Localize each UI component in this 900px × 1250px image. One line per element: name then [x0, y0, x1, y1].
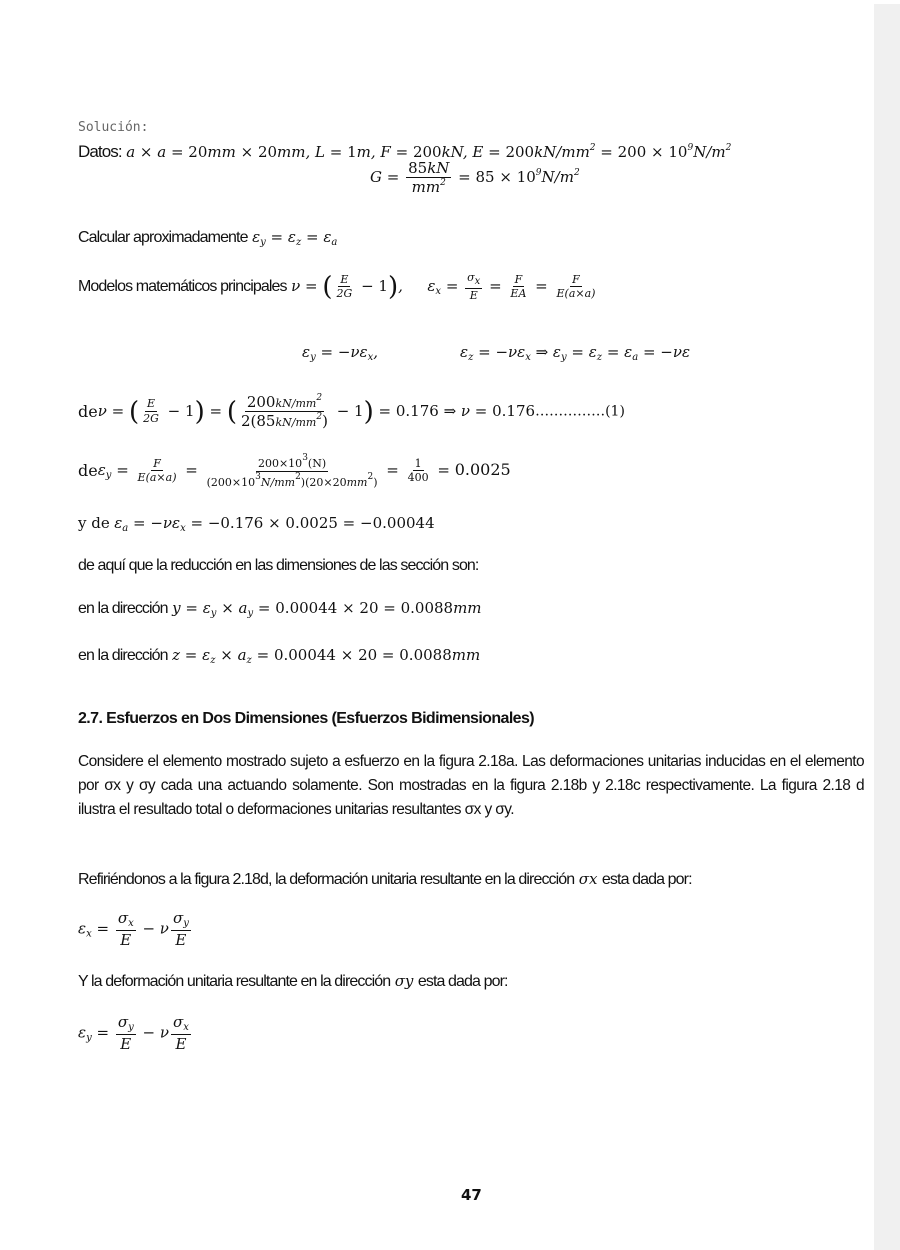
calcular-text: Calcular aproximadamente: [78, 229, 248, 246]
relation-ey: $\varepsilon_y = -\nu\varepsilon_x$,: [302, 343, 378, 363]
calcular-line: [78, 228, 337, 248]
para2-text: Refiriéndonos a la figura 2.18d, la deformación unitaria resultante en la dirección: [78, 871, 575, 888]
modelos-ex-formula: $\varepsilon_x$ = $\frac{\sigma x}{E}$ = $\frac{F}{EA}$ = $\frac{F}{E(a\times a)}$: [427, 271, 596, 302]
datos-expression: a × a = 20mm × 20mm, L = 1m, F = 200kN, $E = 200kN/mm^2 = 200 \times 10^9N/m^2$: [126, 143, 732, 161]
dir-y-formula: $y = \varepsilon_y \times a_y = 0.00044 \times 20 = 0.0088mm$: [172, 599, 482, 619]
para3-symbol: σy: [394, 972, 414, 990]
paragraph-y-la-deformacion: [78, 972, 508, 991]
ey-calc-formula: $\varepsilon_y$ = $\frac{F}{E(a\times a)}$ = $\frac{200\times 10^3(N)}{(200\times 10^3N/mm^2)(20\times 20mm^2)}$ = $\frac{1}{400}$ = 0.0025: [97, 453, 511, 489]
calcular-expression: $\varepsilon_y = \varepsilon_z = \varepsilon_a$: [252, 228, 338, 248]
datos-label: Datos:: [78, 142, 122, 161]
page-number: 47: [461, 1186, 482, 1204]
equation-epsilon-x: $\varepsilon_x$ = $\frac{\sigma_x}{E}$ − ν $\frac{\sigma_y}{E}$: [78, 909, 189, 949]
nu-calc-prefix: de: [78, 401, 98, 421]
equation-number: ……………(1): [535, 403, 625, 420]
nu-calculation: [78, 393, 625, 430]
reduccion-text: de aquí que la reducción en las dimensiones de las sección son:: [78, 557, 479, 574]
modelos-nu-formula: ν = ( $\frac{E}{2G}$ − 1),: [291, 272, 403, 302]
nu-calc-formula: ν = ( $\frac{E}{2G}$ − 1) = ( $\frac{200kN/mm^2}{2(85kN/mm^2)}$ − 1) = 0.176 ⇒ ν = 0.176: [97, 393, 536, 431]
para3-tail: esta dada por:: [417, 973, 508, 990]
dir-z-text: en la dirección: [78, 647, 168, 664]
paragraph-refiriendonos: [78, 870, 692, 889]
scrollbar-panel[interactable]: [874, 4, 900, 1250]
relation-ez: $\varepsilon_z = -\nu\varepsilon_x$ ⇒ $\varepsilon_y = \varepsilon_z = \varepsilon_a = -\nu\varepsilon$: [460, 343, 691, 363]
dir-z-line: [78, 646, 480, 666]
dir-y-text: en la dirección: [78, 600, 168, 617]
dir-z-formula: $z = \varepsilon_z \times a_z = 0.00044 \times 20 = 0.0088mm$: [172, 646, 481, 666]
para3-text: Y la deformación unitaria resultante en la dirección: [78, 973, 391, 990]
modelos-line: [78, 272, 599, 302]
g-equation: G = $\frac{85kN}{mm^2}$ = $85 \times 10^9N/m^2$: [370, 159, 580, 197]
ea-calc-formula: $\varepsilon_a = -\nu\varepsilon_x = -0.176 \times 0.0025 = -0.00044$: [114, 514, 435, 534]
datos-line: [78, 142, 731, 162]
ey-calculation: [78, 453, 511, 489]
para2-tail: esta dada por:: [601, 871, 692, 888]
equation-epsilon-y: $\varepsilon_y$ = $\frac{\sigma_y}{E}$ − ν $\frac{\sigma_x}{E}$: [78, 1013, 189, 1053]
para2-symbol: σx: [578, 870, 598, 888]
ea-calc-prefix: y de: [78, 514, 110, 532]
solution-label: Solución:: [78, 120, 149, 135]
dir-y-line: [78, 599, 482, 619]
ey-calc-prefix: de: [78, 461, 98, 481]
modelos-text: Modelos matemáticos principales: [78, 277, 287, 295]
section-heading: 2.7. Esfuerzos en Dos Dimensiones (Esfuerzos Bidimensionales): [78, 710, 534, 727]
ea-calculation: [78, 514, 435, 534]
paragraph-considere: Considere el elemento mostrado sujeto a esfuerzo en la figura 2.18a. Las deformaciones unitarias inducidas en el elemento por σx y σy cada una actuando solamente. Son mostradas en la figura 2.18b y 2.18c respectivamente. La figura 2.18 d ilustra el resultado total o deformaciones unitarias resultantes σx y σy.: [78, 753, 864, 818]
